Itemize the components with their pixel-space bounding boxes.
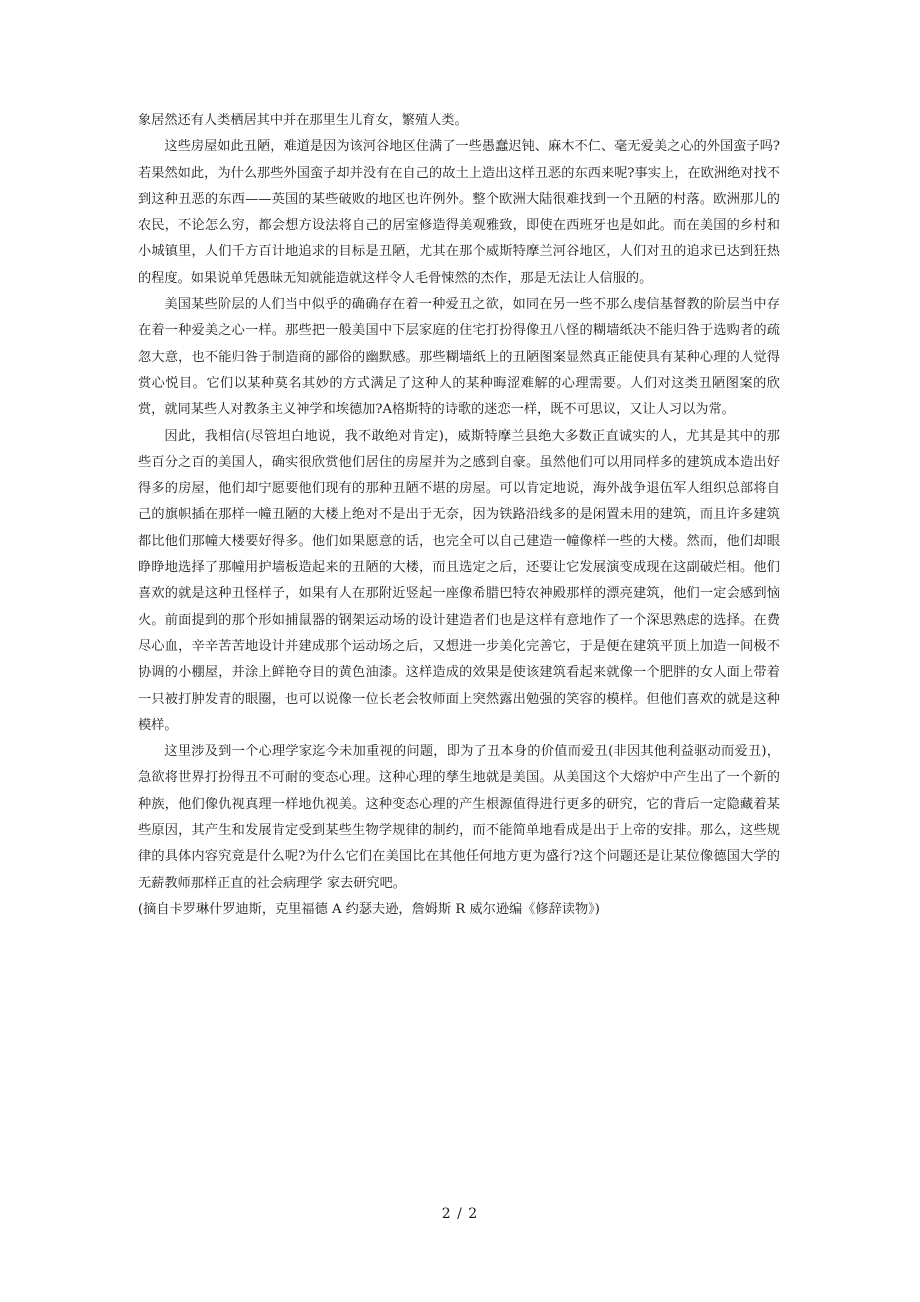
paragraph-2: 这些房屋如此丑陋，难道是因为该河谷地区住满了一些愚蠢迟钝、麻木不仁、毫无爱美之心的外国蛮子吗?若果然如此，为什么那些外国蛮子却并没有在自己的故土上造出这样丑恶的东西来呢?事实上，在欧洲绝对找不到这种丑恶的东西——英国的某些破败的地区也许例外。整个欧洲大陆很难找到一个丑陋的村落。欧洲那儿的农民，不论怎么穷，都会想方设法将自己的居室修造得美观雅致，即使在西班牙也是如此。而在美国的乡村和小城镇里，人们千方百计地追求的目标是丑陋，尤其在那个威斯特摩兰河谷地区，人们对丑的追求已达到狂热的程度。如果说单凭愚昧无知就能造就这样令人毛骨悚然的杰作，那是无法让人信服的。 [138, 139, 780, 286]
paragraph-4: 因此，我相信(尽管坦白地说，我不敢绝对肯定)，威斯特摩兰县绝大多数正直诚实的人，尤其是其中的那些百分之百的美国人，确实很欣赏他们居住的房屋并为之感到自豪。虽然他们可以用同样多的建筑成本造出好得多的房屋，他们却宁愿要他们现有的那种丑陋不堪的房屋。可以肯定地说，海外战争退伍军人组织总部将自己的旗帜插在那样一幢丑陋的大楼上绝对不是出于无奈，因为铁路沿线多的是闲置未用的建筑，而且许多建筑都比他们那幢大楼要好得多。他们如果愿意的话，也完全可以自己建造一幢像样一些的大楼。然而，他们却眼睁睁地选择了那幢用护墙板造起来的丑陋的大楼，而且选定之后，还要让它发展演变成现在这副破烂相。他们喜欢的就是这种丑怪样子，如果有人在那附近竖起一座像希腊巴特农神殿那样的漂亮建筑，他们一定会感到恼火。前面提到的那个形如捕鼠器的钢架运动场的设计建造者们也是这样有意地作了一个深思熟虑的选择。在费尽心血，辛辛苦苦地设计并建成那个运动场之后，又想进一步美化完善它，于是便在建筑平顶上加造一间极不协调的小棚屋，并涂上鲜艳夺目的黄色油漆。这样造成的效果是使该建筑看起来就像一个肥胖的女人面上带着一只被打肿发青的眼圈，也可以说像一位长老会牧师面上突然露出勉强的笑容的模样。但他们喜欢的就是这种模样。 [138, 428, 780, 733]
paragraph-3: 美国某些阶层的人们当中似乎的确确存在着一种爱丑之欲，如同在另一些不那么虔信基督教的阶层当中存在着一种爱美之心一样。那些把一般美国中下层家庭的住宅打扮得像丑八怪的糊墙纸决不能归咎于选购者的疏忽大意，也不能归咎于制造商的鄙俗的幽默感。那些糊墙纸上的丑陋图案显然真正能使具有某种心理的人觉得赏心悦目。它们以某种莫名其妙的方式满足了这种人的某种晦涩难解的心理需要。人们对这类丑陋图案的欣赏，就同某些人对教条主义神学和埃德加?A格斯特的诗歌的迷恋一样，既不可思议，又让人习以为常。 [138, 297, 780, 418]
source-citation: (摘自卡罗琳什罗迪斯，克里福德 A 约瑟夫逊，詹姆斯 R 威尔逊编《修辞读物》) [138, 901, 600, 917]
paragraph-5: 这里涉及到一个心理学家迄今未加重视的问题，即为了丑本身的价值而爱丑(非因其他利益驱动而爱丑)，急欲将世界打扮得丑不可耐的变态心理。这种心理的孳生地就是美国。从美国这个大熔炉中产生出了一个新的种族，他们像仇视真理一样地仇视美。这种变态心理的产生根源值得进行更多的研究，它的背后一定隐藏着某些原因，其产生和发展肯定受到某些生物学规律的制约，而不能简单地看成是出于上帝的安排。那么，这些规律的具体内容究竟是什么呢?为什么它们在美国比在其他任何地方更为盛行?这个问题还是让某位像德国大学的无薪教师那样正直的社会病理学 家去研究吧。 [138, 744, 780, 891]
page-number: 2 / 2 [441, 1206, 479, 1222]
paragraph-1: 象居然还有人类栖居其中并在那里生儿育女，繁殖人类。 [138, 113, 468, 128]
document-body [138, 108, 780, 923]
